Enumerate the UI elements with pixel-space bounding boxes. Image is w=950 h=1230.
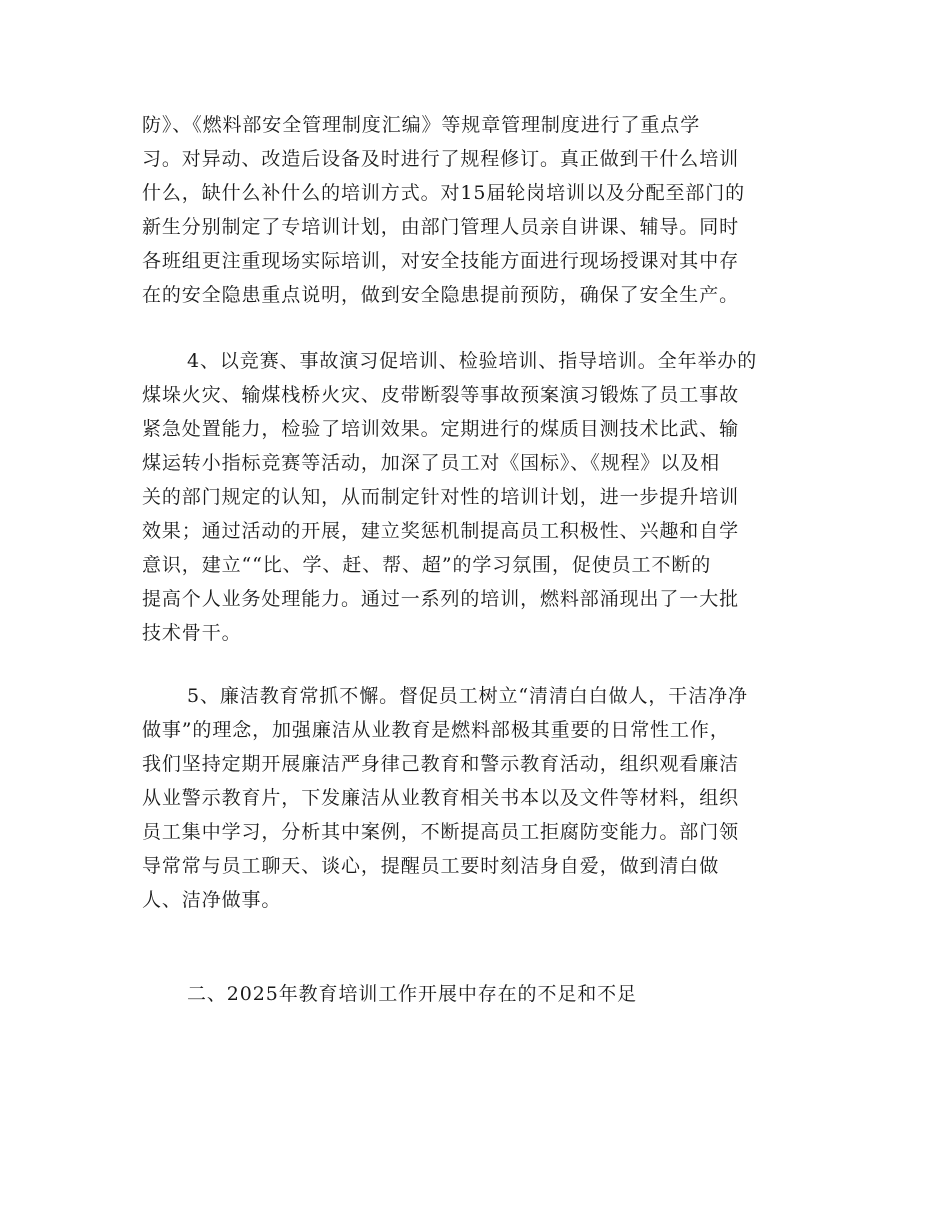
text-line: 做事”的理念，加强廉洁从业教育是燃料部极其重要的日常性工作， (142, 719, 730, 741)
text-line: 各班组更注重现场实际培训，对安全技能方面进行现场授课对其中存 (142, 250, 740, 272)
text-line: 从业警示教育片，下发廉洁从业教育相关书本以及文件等材料，组织 (142, 787, 740, 809)
text-line: 人、洁净做事。 (142, 889, 282, 911)
text-line: 煤垛火灾、输煤栈桥火灾、皮带断裂等事故预案演习锻炼了员工事故 (142, 384, 740, 406)
paragraph-competition-drills (142, 344, 822, 650)
text-line: 效果；通过活动的开展，建立奖惩机制提高员工积极性、兴趣和自学 (142, 520, 740, 542)
section-heading: 二、2025年教育培训工作开展中存在的不足和不足 (187, 983, 637, 1005)
paragraph-integrity-education (142, 679, 822, 917)
text-line: 在的安全隐患重点说明，做到安全隐患提前预防，确保了安全生产。 (142, 284, 740, 306)
text-line: 防》、《燃料部安全管理制度汇编》等规章管理制度进行了重点学 (142, 114, 701, 136)
text-line: 煤运转小指标竞赛等活动，加深了员工对《国标》、《规程》以及相 (142, 452, 721, 474)
text-line: 导常常与员工聊天、谈心，提醒员工要时刻洁身自爱，做到清白做 (142, 855, 720, 877)
text-line: 什么，缺什么补什么的培训方式。对15届轮岗培训以及分配至部门的 (142, 182, 746, 204)
text-line: 员工集中学习，分析其中案例，不断提高员工拒腐防变能力。部门领 (142, 821, 740, 843)
section-heading-shortcomings (142, 977, 822, 1011)
text-line: 我们坚持定期开展廉洁严身律己教育和警示教育活动，组织观看廉洁 (142, 753, 740, 775)
paragraph-training-rules (142, 108, 822, 312)
text-line: 5、廉洁教育常抓不懈。督促员工树立“清清白白做人，干洁净净 (187, 685, 748, 707)
text-line: 意识，建立““比、学、赶、帮、超”的学习氛围，促使员工不断的 (142, 554, 712, 576)
text-line: 关的部门规定的认知，从而制定针对性的培训计划，进一步提升培训 (142, 486, 740, 508)
text-line: 4、以竞赛、事故演习促培训、检验培训、指导培训。全年举办的 (187, 350, 758, 372)
text-line: 新生分别制定了专培训计划，由部门管理人员亲自讲课、辅导。同时 (142, 216, 740, 238)
text-line: 提高个人业务处理能力。通过一系列的培训，燃料部涌现出了一大批 (142, 588, 740, 610)
text-line: 习。对异动、改造后设备及时进行了规程修订。真正做到干什么培训 (142, 148, 740, 170)
text-line: 技术骨干。 (142, 622, 242, 644)
text-line: 紧急处置能力，检验了培训效果。定期进行的煤质目测技术比武、输 (142, 418, 740, 440)
